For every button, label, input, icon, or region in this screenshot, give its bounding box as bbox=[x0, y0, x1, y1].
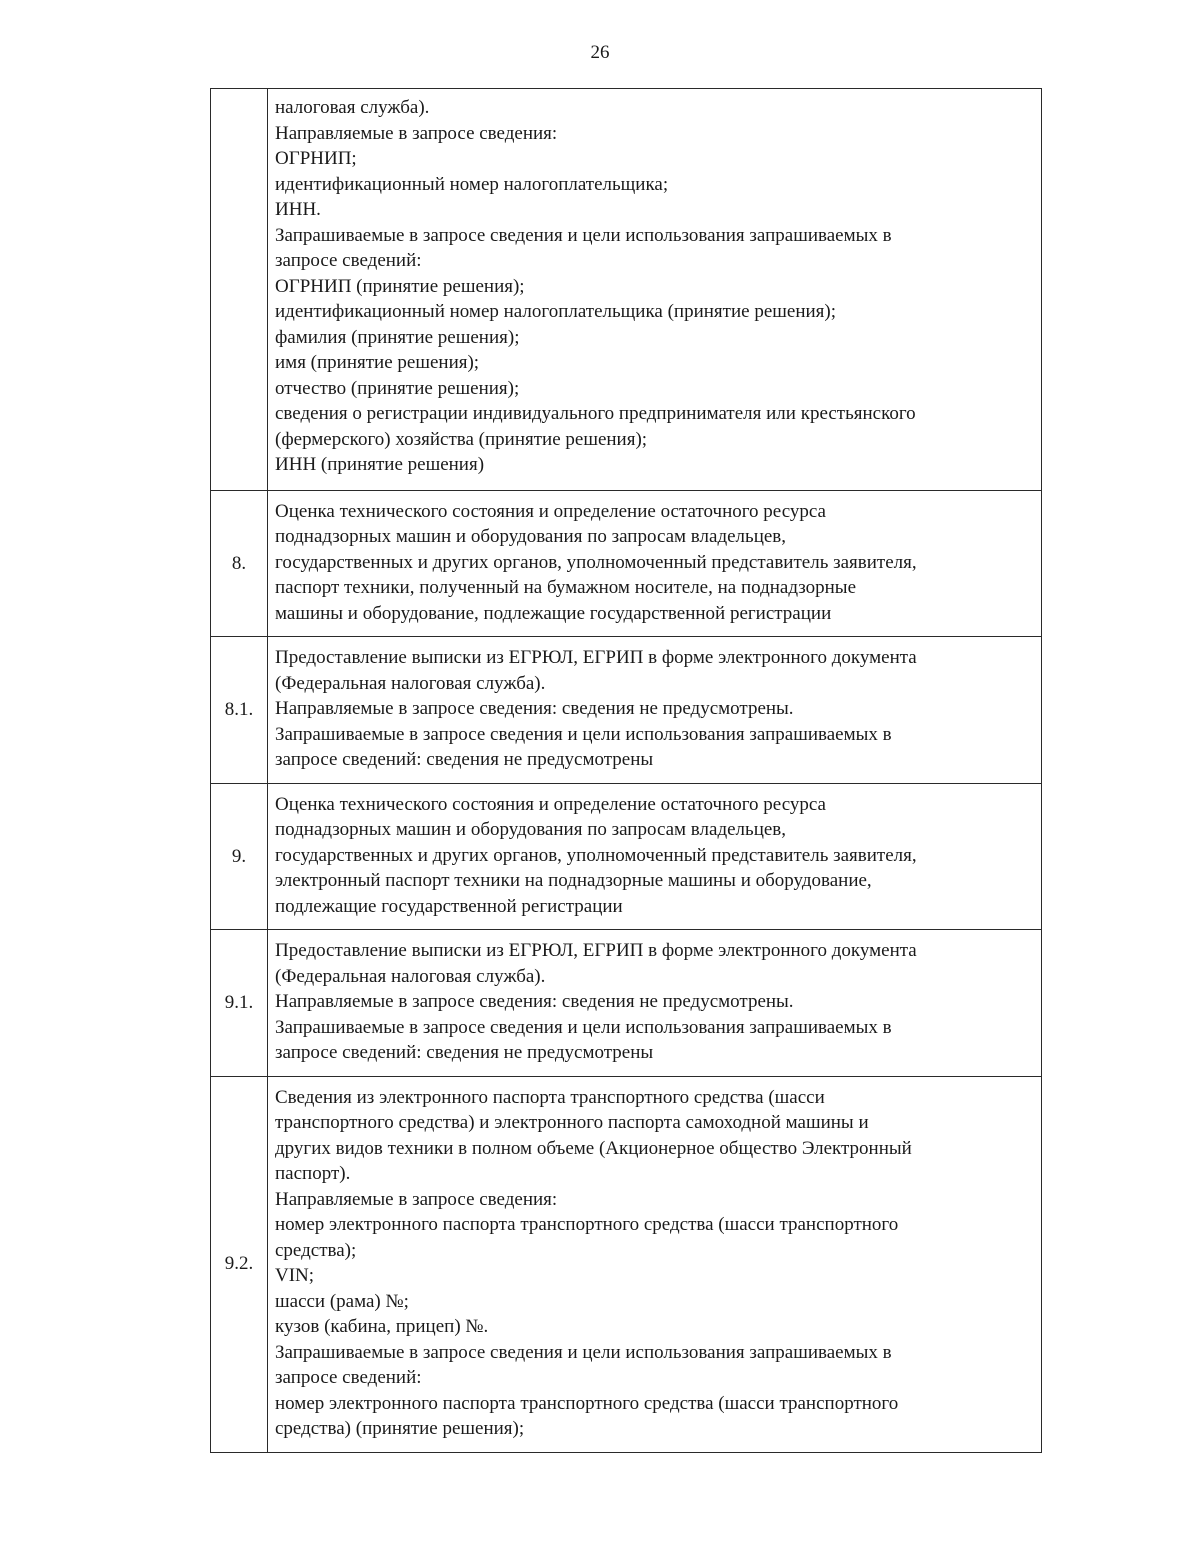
text-line: Запрашиваемые в запросе сведения и цели использования запрашиваемых в bbox=[275, 1341, 892, 1363]
text-line: Запрашиваемые в запросе сведения и цели использования запрашиваемых в bbox=[275, 224, 892, 246]
text-line: Направляемые в запросе сведения: bbox=[275, 1188, 558, 1210]
text-line: запросе сведений: сведения не предусмотрены bbox=[275, 1042, 654, 1063]
text-line: кузов (кабина, прицеп) №. bbox=[275, 1316, 489, 1337]
text-line: сведения о регистрации индивидуального предпринимателя или крестьянского bbox=[275, 403, 916, 424]
page-number: 26 bbox=[590, 42, 610, 63]
services-table bbox=[210, 88, 1042, 1453]
text-line: государственных и других органов, уполномоченный представитель заявителя, bbox=[275, 551, 917, 573]
text-line: запросе сведений: bbox=[275, 1367, 422, 1388]
text-line: Направляемые в запросе сведения: сведения не предусмотрены. bbox=[275, 698, 794, 719]
text-line: фамилия (принятие решения); bbox=[275, 326, 520, 348]
row-description bbox=[268, 930, 1042, 1077]
table-row bbox=[211, 490, 1042, 637]
row-description bbox=[268, 490, 1042, 637]
text-line: Направляемые в запросе сведения: bbox=[275, 122, 558, 144]
table-row bbox=[211, 637, 1042, 784]
row-number: 8.1. bbox=[211, 637, 268, 784]
text-line: номер электронного паспорта транспортного средства (шасси транспортного bbox=[275, 1392, 899, 1414]
text-line: средства); bbox=[275, 1239, 357, 1261]
text-line: поднадзорных машин и оборудования по запросам владельцев, bbox=[275, 526, 787, 547]
table-row bbox=[211, 783, 1042, 930]
text-line: Запрашиваемые в запросе сведения и цели использования запрашиваемых в bbox=[275, 1016, 892, 1038]
text-line: (Федеральная налоговая служба). bbox=[275, 965, 546, 987]
text-line: транспортного средства) и электронного паспорта самоходной машины и bbox=[275, 1112, 869, 1133]
text-line: Направляемые в запросе сведения: сведения не предусмотрены. bbox=[275, 991, 794, 1012]
text-line: машины и оборудование, подлежащие государственной регистрации bbox=[275, 602, 832, 624]
table-row bbox=[211, 930, 1042, 1077]
table-row bbox=[211, 89, 1042, 491]
table-body bbox=[211, 89, 1042, 1453]
text-line: идентификационный номер налогоплательщика (принятие решения); bbox=[275, 301, 837, 322]
text-line: идентификационный номер налогоплательщика; bbox=[275, 173, 669, 195]
row-description bbox=[268, 89, 1042, 491]
text-line: запросе сведений: сведения не предусмотрены bbox=[275, 749, 654, 770]
text-line: подлежащие государственной регистрации bbox=[275, 895, 623, 917]
row-number: 9.2. bbox=[211, 1076, 268, 1452]
text-line: Оценка технического состояния и определение остаточного ресурса bbox=[275, 500, 826, 522]
text-line: паспорт техники, полученный на бумажном носителе, на поднадзорные bbox=[275, 577, 857, 598]
text-line: Запрашиваемые в запросе сведения и цели использования запрашиваемых в bbox=[275, 723, 892, 745]
text-line: Предоставление выписки из ЕГРЮЛ, ЕГРИП в форме электронного документа bbox=[275, 647, 917, 668]
row-number: 9.1. bbox=[211, 930, 268, 1077]
text-line: ИНН (принятие решения) bbox=[275, 454, 485, 475]
text-line: Сведения из электронного паспорта транспортного средства (шасси bbox=[275, 1086, 825, 1108]
text-line: запросе сведений: bbox=[275, 250, 422, 271]
text-line: поднадзорных машин и оборудования по запросам владельцев, bbox=[275, 819, 787, 840]
row-number bbox=[211, 89, 268, 491]
text-line: налоговая служба). bbox=[275, 97, 430, 118]
row-description bbox=[268, 637, 1042, 784]
text-line: государственных и других органов, уполномоченный представитель заявителя, bbox=[275, 844, 917, 866]
text-line: других видов техники в полном объеме (Акционерное общество Электронный bbox=[275, 1137, 912, 1159]
text-line: VIN; bbox=[275, 1265, 315, 1286]
row-number: 8. bbox=[211, 490, 268, 637]
table-row bbox=[211, 1076, 1042, 1452]
row-number: 9. bbox=[211, 783, 268, 930]
text-line: шасси (рама) №; bbox=[275, 1290, 409, 1312]
text-line: отчество (принятие решения); bbox=[275, 377, 520, 399]
row-description bbox=[268, 1076, 1042, 1452]
text-line: ОГРНИП; bbox=[275, 148, 357, 169]
text-line: номер электронного паспорта транспортного средства (шасси транспортного bbox=[275, 1214, 899, 1235]
text-line: имя (принятие решения); bbox=[275, 352, 480, 373]
text-line: Предоставление выписки из ЕГРЮЛ, ЕГРИП в форме электронного документа bbox=[275, 940, 917, 961]
text-line: электронный паспорт техники на поднадзорные машины и оборудование, bbox=[275, 870, 872, 891]
text-line: ОГРНИП (принятие решения); bbox=[275, 275, 525, 297]
row-description bbox=[268, 783, 1042, 930]
text-line: (Федеральная налоговая служба). bbox=[275, 672, 546, 694]
text-line: средства) (принятие решения); bbox=[275, 1418, 525, 1439]
text-line: паспорт). bbox=[275, 1163, 351, 1184]
text-line: Оценка технического состояния и определение остаточного ресурса bbox=[275, 793, 826, 815]
text-line: ИНН. bbox=[275, 199, 321, 220]
text-line: (фермерского) хозяйства (принятие решения); bbox=[275, 428, 648, 450]
